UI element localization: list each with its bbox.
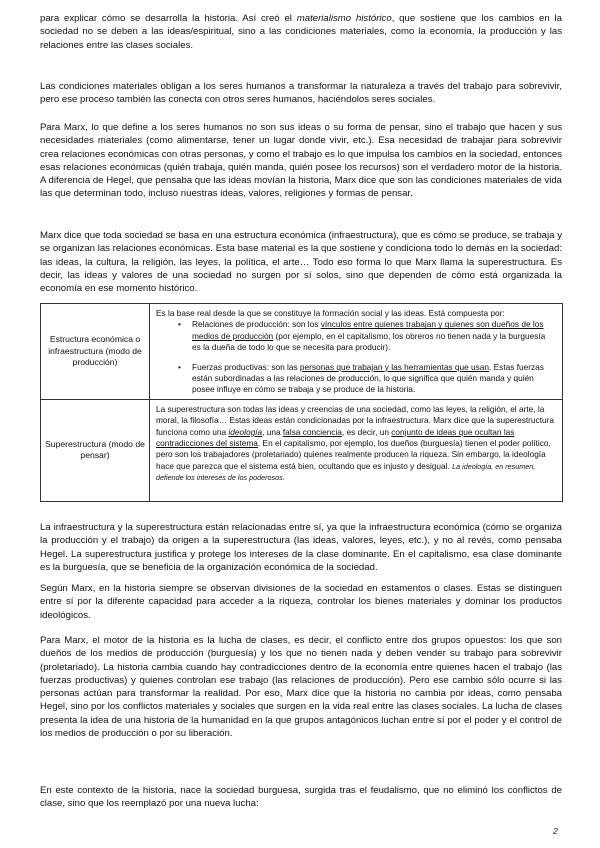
paragraph-definicion-humanos: Para Marx, lo que define a los seres humanos no son sus ideas o su forma de pensar, sino el trabajo que hacen y sus necesidades materiales (como alimentarse, tener un lugar donde vivir, etc.). Esa necesidad de trabajar para sobrevivir crea relaciones económicas con otras personas, y como el trabajo es lo que impulsa los cambios en la sociedad, entonces esas relaciones económicas (quién trabaja, quién manda, quién posee los recursos) son el verdadero motor de la historia. A diferencia de Hegel, que pensaba que las ideas movían la historia, Marx dice que son las condiciones materiales de vida las que determinan todo, incluso nuestras ideas, valores, religiones y formas de pensar. xyxy=(40,122,562,200)
list-item: • Fuerzas productivas: son las personas que trabajan y las herramientas que usan. Estas fuerzas están subordinadas a las relaciones de producción, lo que significa que quién manda y quién posee influye en cómo se trabaja y se produce de la historia. xyxy=(192,362,556,396)
infraestructura-intro: Es la base real desde la que se constituye la formación social y las ideas. Está compuesta por: xyxy=(156,308,505,318)
content-superestructura: La superestructura son todas las ideas y creencias de una sociedad, como las leyes, la religión, el arte, la moral, la filosofía… Estas ideas están condicionadas por la infraestructura. Marx dice que la superestructura funciona como una ideología, una falsa conciencia, es decir, un conjunto de ideas que ocultan las contradicciones del sistema. En el capitalismo, por ejemplo, los dueños (burguesía) tienen el poder político, pero son los trabajadores (proletariado) quienes realmente producen la riqueza. Sin embargo, la ideología hace que parezca que el sistema está bien, ocultando que es injusto y desigual. La ideología, en resumen, defiende los intereses de los poderosos. xyxy=(150,399,563,501)
infra-super-table xyxy=(40,303,563,502)
paragraph-condiciones-materiales: Las condiciones materiales obligan a los seres humanos a transformar la naturaleza a través del trabajo para sobrevivir, pero ese proceso también las conecta con otros seres humanos, haciéndolos seres sociales. xyxy=(40,81,562,106)
paragraph-sociedad-burguesa: En este contexto de la historia, nace la sociedad burguesa, surgida tras el feudalismo, que no eliminó los conflictos de clase, sino que los reemplazó por una nueva lucha: xyxy=(40,785,562,810)
label-infraestructura: Estructura económica o infraestructura (modo de producción) xyxy=(41,304,150,400)
list-item: • Relaciones de producción: son los vínculos entre quienes trabajan y quienes son dueños de los medios de producción (por ejemplo, en el capitalismo, los obreros no tienen nada y la burguesía es la dueña de todo lo que se necesita para producir). xyxy=(192,319,556,353)
paragraph-relacion-infra-super: La infraestructura y la superestructura están relacionadas entre sí, ya que la infraestructura económica (cómo se organiza la producción y el trabajo) da origen a la superestructura (las ideas, valores, leyes, etc.), y no al revés, como pensaba Hegel. La superestructura justifica y protege los intereses de la clase dominante. En el capitalismo, esa clase dominante es la burguesía, que se beneficia de la organización económica de la sociedad. xyxy=(40,522,562,573)
paragraph-estructura-economica: Marx dice que toda sociedad se basa en una estructura económica (infraestructura), que es cómo se produce, se trabaja y se organizan las relaciones económicas. Esta base material es la que sostiene y condiciona todo lo demás en la sociedad: las ideas, la cultura, la religión, las leyes, la política, el arte… Todo eso forma lo que Marx llama la superestructura. Es decir, las ideas y valores de una sociedad no surgen por sí solos, sino que dependen de cómo está organizada la economía en ese momento histórico. xyxy=(40,230,562,295)
content-infraestructura xyxy=(150,304,563,400)
label-superestructura: Superestructura (modo de pensar) xyxy=(41,399,150,501)
table-row-infraestructura xyxy=(41,304,563,400)
infraestructura-list xyxy=(156,319,556,395)
page-number: 2 xyxy=(553,826,558,836)
table-row-superestructura xyxy=(41,399,563,501)
paragraph-lucha-de-clases: Para Marx, el motor de la historia es la lucha de clases, es decir, el conflicto entre dos grupos opuestos: los que son dueños de los medios de producción (burguesía) y los que no tienen nada y deben vender su trabajo para sobrevivir (proletariado). La historia cambia cuando hay contradicciones dentro de la economía entre quienes hacen el trabajo (las fuerzas productivas) y quienes controlan ese trabajo (las relaciones de producción). Pero ese cambio sólo ocurre si las personas actúan para transformar la realidad. Por eso, Marx dice que la historia no cambia por ideas, como pensaba Hegel, sino por los conflictos materiales y sociales que surgen en la vida real entre las clases sociales. La lucha de clases presenta la idea de una historia de la humanidad en la que grupos antagónicos luchan entre sí por el poder y el control de los medios de producción o por su liberación. xyxy=(40,635,562,740)
paragraph-divisiones-sociedad: Según Marx, en la historia siempre se observan divisiones de la sociedad en estamentos o clases. Estas se distinguen entre sí por la diferente capacidad para acceder a la riqueza, controlar los bienes materiales y dominar los productos ideológicos. xyxy=(40,583,562,621)
paragraph-materialismo: para explicar cómo se desarrolla la historia. Así creó el materialismo histórico, que sostiene que los cambios en la sociedad no se deben a las ideas/espiritual, sino a las condiciones materiales, como la economía, la producción y las relaciones entre las clases sociales. xyxy=(40,13,562,51)
term-materialismo-historico: materialismo histórico xyxy=(296,13,392,24)
